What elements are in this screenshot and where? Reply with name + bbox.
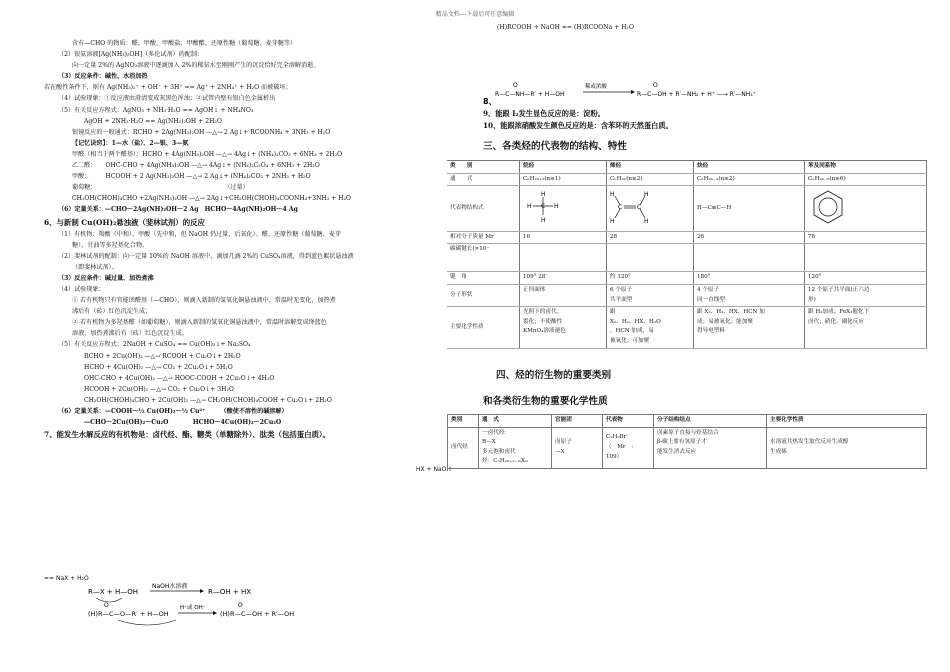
svg-text:O: O — [653, 82, 658, 89]
row-label: 分子形状 — [447, 284, 520, 306]
text-line: ② 若有机物为多羟基醛（如葡萄糖），则滴入新制的氢氧化铜悬浊液中，常温时溶解变成绛蓝色 — [72, 319, 327, 327]
carboxylic-neutralization-eq: (H)RCOOH + NaOH == (H)RCOONa + H₂O — [497, 24, 634, 31]
table-row — [448, 427, 927, 468]
svg-text:O: O — [513, 82, 518, 89]
text-line: CH₂OH(CHOH)₄CHO + 2Cu(OH)₂ —△→ CH₂OH(CHOH)₄COOH + Cu₂O↓+ 2H₂O — [84, 396, 332, 404]
svg-text:R—C—NH—R′ + H—OH: R—C—NH—R′ + H—OH — [495, 91, 565, 98]
text-line: （6）定量关系：—CHO～2Ag(NH)₂OH～2 Ag HCHO～4Ag(NH)₂OH～4 Ag — [58, 206, 298, 214]
col-header: 炔烃 — [694, 161, 805, 174]
col-header: 主要化学性质 — [767, 415, 927, 428]
table-row — [447, 307, 927, 348]
col-header: 烷烃 — [520, 161, 607, 174]
table-cell: 卤素原子直接与烃基结合 β-碳上要有氢原子才 能发生消去反应 — [654, 427, 767, 468]
svg-text:H: H — [541, 191, 546, 199]
left-column — [44, 38, 464, 441]
table-row — [447, 161, 927, 174]
svg-text:(H)R—C—OH + R′—OH: (H)R—C—OH + R′—OH — [220, 610, 295, 618]
acetylene-structure: H—C≡C—H — [694, 186, 805, 232]
text-line: 甲醛（相当于两个醛基）：HCHO + 4Ag(NH₃)₂OH —△→ 4Ag↓+ (NH₄)₂CO₃ + 6NH₃ + 2H₂O — [72, 150, 343, 158]
table-cell: 180° — [694, 272, 805, 285]
nax-h2o-text: == NaX + H₂O — [44, 575, 89, 582]
row-label: 代表物结构式 — [447, 186, 520, 232]
methane-structure — [520, 186, 607, 232]
text-line: （1）有机物：羧酸（中和）、甲酸（先中和，但 NaOH 仍过量，后氧化）、醛、还原性糖（葡萄糖、麦芽 — [58, 230, 341, 238]
text-line: 6、与新制 Cu(OH)₂悬浊液（斐林试剂）的反应 — [44, 217, 205, 227]
col-header: 烯烃 — [607, 161, 694, 174]
table-cell: 跟 X₂、H₂、HX、HCN 加 成；易被氧化；能加聚 得导电塑料 — [694, 307, 805, 348]
text-line: OHC-CHO + 4Cu(OH)₂ —△→ HOOC-COOH + 2Cu₂O↓+ 4H₂O — [84, 374, 275, 382]
table-row — [447, 272, 927, 285]
text-line: （5）有关反应方程式：AgNO₃ + NH₃·H₂O == AgOH↓ + NH₄NO₃ — [58, 106, 254, 114]
svg-text:H: H — [541, 217, 546, 225]
text-line: CH₂OH(CHOH)₄CHO +2Ag(NH₃)₂OH —△→ 2Ag↓+CH₂OH(CHOH)₄COONH₄+3NH₃ + H₂O — [72, 195, 351, 203]
text-line: 【记忆诀窍】：1—水（盐）、2—银、3—氨 — [72, 139, 189, 147]
text-line: 含有—CHO 的物质：醛、甲酸、甲酸盐、甲酸酯、还原性糖（葡萄糖、麦芽糖等） — [72, 40, 297, 47]
table-cell — [520, 244, 607, 272]
table-cell: 6 个原子 共平面型 — [607, 284, 694, 306]
col-header: 代表物 — [603, 415, 654, 428]
text-line: （4）试验现象： — [58, 285, 105, 293]
text-line: HCOOH + 2Cu(OH)₂ —△→ CO₂ + Cu₂O↓+ 3H₂O — [84, 385, 234, 393]
table-cell: 约 120° — [607, 272, 694, 285]
text-line: （2）银氨溶液[Ag(NH₃)₂OH]（多伦试剂）的配制： — [58, 51, 204, 59]
svg-text:H: H — [644, 191, 649, 199]
table-cell — [805, 244, 927, 272]
table-cell: 78 — [805, 231, 927, 244]
row-label: 键 角 — [447, 272, 520, 285]
ethylene-structure — [607, 186, 694, 232]
row-label: 相对分子质量 Mr — [447, 231, 520, 244]
text-line: （3）反应条件：碱过量、加热煮沸 — [58, 274, 154, 282]
amide-hydrolysis-scheme — [483, 80, 783, 110]
section-3-title: 三、各类烃的代表物的结构、特性 — [483, 141, 627, 152]
svg-text:R—C—OH + R′—NH₂ + H⁺ —→ R′—NH₃: R—C—OH + R′—NH₂ + H⁺ —→ R′—NH₃⁺ — [637, 91, 756, 98]
row-label: 卤代烃 — [448, 427, 479, 468]
table-row — [447, 284, 927, 306]
section-4-subtitle: 和各类衍生物的重要化学性质 — [483, 396, 608, 407]
text-line: ① 若有机物只有官能团醛基（—CHO），则滴入新制的氢氧化铜悬浊液中，常温时无变化，加热煮 — [72, 297, 336, 305]
table-row — [448, 415, 927, 428]
col-header: 通 式 — [479, 415, 552, 428]
table-cell: CₙH₂ₙ(n≥2) — [607, 173, 694, 186]
text-line: （6）定量关系：—COOH～½ Cu(OH)₂～½ Cu²⁺ （酸使不溶性的碱溶解） — [58, 408, 288, 415]
table-cell: 水溶液共热发生取代反应生成醇 生成烯 — [767, 427, 927, 468]
row-label: 通 式 — [447, 173, 520, 186]
text-line: 银镜反应的一般通式：RCHO + 2Ag(NH₃)₂OH —△→ 2 Ag↓+ RCOONH₄ + 3NH₃ + H₂O — [72, 128, 331, 136]
dilute-acid-label: 稀或浓酸 — [585, 84, 608, 90]
table-cell — [694, 244, 805, 272]
table-cell: 卤原子 —X — [552, 427, 603, 468]
text-line: 向一定量 2%的 AgNO₃溶液中逐滴加入 2%的稀氨水至刚刚产生的沉淀恰好完全溶解消逝。 — [72, 62, 320, 70]
haloalkane-hydrolysis-scheme: R—X + H—OH — [88, 588, 139, 596]
table-cell: 120° — [805, 272, 927, 285]
table-cell: CₙH₂ₙ₋₆(n≥6) — [805, 173, 927, 186]
item-9: 9、能跟 I₂发生显色反应的是：淀粉。 — [483, 109, 605, 118]
svg-text:C: C — [637, 204, 642, 212]
svg-text:O: O — [104, 602, 109, 609]
right-column — [483, 22, 923, 33]
text-line: —CHO～2Cu(OH)₂～Cu₂O HCHO～4Cu(OH)₂～2Cu₂O — [84, 419, 282, 427]
col-header: 分子结构结点 — [654, 415, 767, 428]
text-line: 7、能发生水解反应的有机物是：卤代烃、酯、糖类（单糖除外）、肽类（包括蛋白质）。 — [44, 430, 330, 440]
row-label: 主要化学性质 — [447, 307, 520, 348]
text-line: 若在酸性条件下，则有 Ag(NH₃)₂⁺ + OH⁻ + 3H⁺ == Ag⁺ + 2NH₄⁺ + H₂O 而被破坏。 — [44, 84, 292, 92]
ester-hydrolysis-scheme: (H)R—C—O—R′ + H—OH — [88, 610, 169, 618]
table-row — [447, 173, 927, 186]
svg-text:H: H — [610, 191, 615, 199]
hydrocarbon-table — [447, 160, 927, 349]
hx-naoh-text: HX + NaOH — [416, 466, 451, 473]
table-cell: 26 — [694, 231, 805, 244]
text-line: 甲酸： HCOOH + 2 Ag(NH₃)₂OH —△→ 2 Ag↓+ (NH₄)₂CO₃ + 2NH₃ + H₂O — [72, 173, 311, 181]
benzene-structure — [805, 186, 927, 232]
col-header: 官能团 — [552, 415, 603, 428]
text-line: RCHO + 2Cu(OH)₂ —△→ RCOOH + Cu₂O↓+ 2H₂O — [84, 352, 241, 360]
col-header: 类别 — [448, 415, 479, 428]
table-cell: 4 个原子 同一直线型 — [694, 284, 805, 306]
text-line: 乙二醛： OHC-CHO + 4Ag(NH₃)₂OH —△→ 4Ag↓+ (NH₄)₂C₂O₄ + 6NH₃ + 2H₂O — [72, 162, 320, 170]
table-cell: 12 个原子共平面(正六边 形) — [805, 284, 927, 306]
table-cell: 28 — [607, 231, 694, 244]
naoh-water-label: NaOH水溶液 — [152, 583, 188, 590]
text-line: 葡萄糖： （过量） — [72, 184, 249, 192]
item-8-number: 8、 — [483, 97, 497, 106]
table-cell — [607, 244, 694, 272]
item-10: 10、能跟浓硝酸发生颜色反应的是：含苯环的天然蛋白质。 — [483, 121, 673, 130]
svg-text:R—OH + HX: R—OH + HX — [208, 588, 252, 596]
page-header: 精品文档---下载后可任意编辑 — [435, 11, 515, 18]
text-line: HCHO + 4Cu(OH)₂ —△→ CO₂ + 2Cu₂O↓+ 5H₂O — [84, 363, 233, 371]
table-cell: 跟 H₂加成；FeX₃催化下 卤代；硝化、磺化反应 — [805, 307, 927, 348]
items-9-10 — [483, 108, 923, 132]
table-cell: 16 — [520, 231, 607, 244]
table-cell: CₙH₂ₙ₋₂(n≥2) — [694, 173, 805, 186]
text-line: 糖）、甘油等多羟基化合物。 — [72, 241, 149, 249]
svg-text:O: O — [238, 602, 243, 609]
table-cell: 跟 X₂、H₂、HX、H₂O 、HCN 加成，易 被氧化；可加聚 — [607, 307, 694, 348]
hydrolysis-schemes — [88, 580, 418, 660]
svg-text:H: H — [527, 203, 532, 211]
text-line: （2）斐林试剂的配制：向一定量 10%的 NaOH 溶液中，滴加几滴 2%的 CuSO₄溶液，得到蓝色絮状悬浊液 — [58, 252, 354, 260]
section-4-title: 四、烃的衍生物的重要类别 — [496, 370, 612, 381]
table-cell: 正四面体 — [520, 284, 607, 306]
svg-text:C: C — [618, 204, 623, 212]
text-line: （4）试验现象：①反应液由澄清变成灰黑色浑浊；②试管内壁有银白色金属析出 — [58, 95, 276, 103]
table-cell: 一卤代烃： R—X 多元饱和卤代 烃：CₙH₂ₙ₊₂₋ₘXₘ — [479, 427, 552, 468]
text-line: （即斐林试剂）。 — [72, 263, 118, 271]
table-cell: 光照下的卤代； 裂化；不使酸性 KMnO₄溶液褪色 — [520, 307, 607, 348]
svg-text:C: C — [541, 203, 546, 211]
col-header: 苯及同系物 — [805, 161, 927, 174]
table-cell: CₙH₂ₙ₊₂(n≥1) — [520, 173, 607, 186]
svg-text:H: H — [554, 203, 559, 211]
col-header: 类 别 — [447, 161, 520, 174]
table-row — [447, 186, 927, 232]
svg-text:H: H — [644, 218, 649, 226]
table-row — [447, 244, 927, 272]
table-cell: C₂H₅Br （ Mr ： 109） — [603, 427, 654, 468]
text-line: （3）反应条件：碱性、水浴加热 — [58, 73, 148, 81]
acid-base-label: H⁺或 OH⁻ — [180, 605, 206, 611]
text-line: AgOH + 2NH₃·H₂O == Ag(NH₃)₂OH + 2H₂O — [84, 117, 222, 125]
table-row — [447, 231, 927, 244]
svg-text:H: H — [610, 218, 615, 226]
text-line: （5）有关反应方程式：2NaOH + CuSO₄ == Cu(OH)₂↓+ Na₂SO₄ — [58, 341, 251, 349]
row-label: 碳碳键长(×10⁻ — [447, 244, 520, 272]
derivative-table — [447, 414, 927, 469]
text-line: 沸后有（砖）红色沉淀生成； — [72, 308, 152, 316]
table-cell: 109° 28′ — [520, 272, 607, 285]
text-line: 溶液，加热煮沸后有（砖）红色沉淀生成。 — [72, 330, 188, 338]
